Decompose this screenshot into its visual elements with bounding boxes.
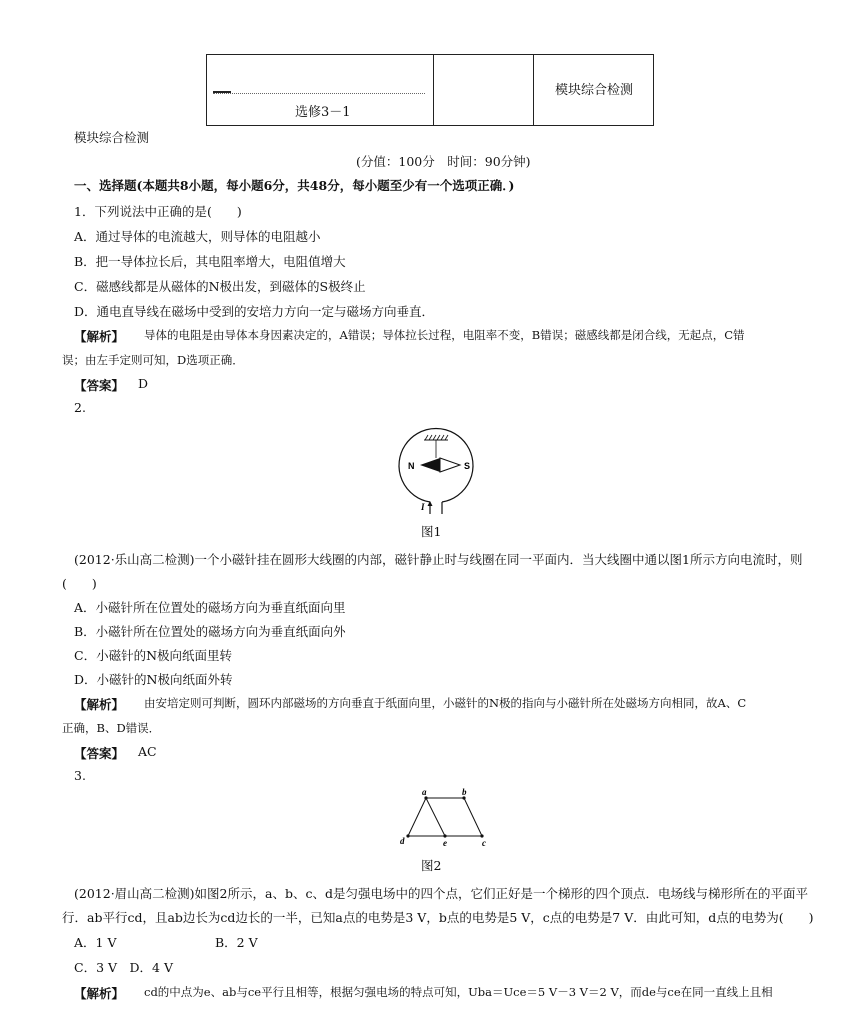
q2-stem-line2: ( ): [62, 576, 97, 591]
needle-s-label: S: [464, 461, 471, 471]
q3-analysis-line1: cd的中点为e、ab与ce平行且相等，根据匀强电场的特点可知，Uba＝Uce＝5 V－3 V＝2 V，而de与ce在同一直线上且相: [144, 985, 773, 999]
q2-number: 2.: [74, 400, 86, 415]
q1-analysis-line1: 导体的电阻是由导体本身因素决定的，A错误；导体拉长过程，电阻率不变，B错误；磁感线都是闭合线，无起点，C错: [144, 328, 745, 342]
hanger-hatch: [425, 435, 448, 440]
q3-figure-trapezoid: [398, 788, 490, 848]
needle-n-half: [420, 458, 440, 472]
needle-s-half: [440, 458, 460, 472]
q1-option-c: C．磁感线都是从磁体的N极出发，到磁体的S极终止: [74, 279, 366, 294]
doc-title: 模块综合检测: [74, 130, 150, 145]
q3-number: 3.: [74, 768, 86, 783]
q3-stem-line2: 行．ab平行cd，且ab边长为cd边长的一半，已知a点的电势是3 V，b点的电势是5 V，c点的电势是7 V．由此可知，d点的电势为( ): [62, 910, 814, 925]
q3-stem-line1: (2012·眉山高二检测)如图2所示，a、b、c、d是匀强电场中的四个点，它们正好是一个梯形的四个顶点．电场线与梯形所在的平面平: [74, 886, 808, 901]
q2-answer: AC: [138, 744, 157, 759]
q3-option-cd: C．3 V D．4 V: [74, 960, 173, 975]
q2-option-c: C．小磁针的N极向纸面里转: [74, 648, 233, 663]
edge-da: [408, 798, 426, 836]
q2-analysis-label: 【解析】: [74, 697, 125, 712]
edge-bc: [464, 798, 482, 836]
header-table: [206, 54, 654, 126]
label-e: e: [443, 838, 447, 848]
q2-option-d: D．小磁针的N极向纸面外转: [74, 672, 233, 687]
q3-analysis-label: 【解析】: [74, 986, 125, 1001]
q1-stem: 1．下列说法中正确的是( ): [74, 204, 242, 219]
needle-n-label: N: [408, 461, 415, 471]
header-right-label: 模块综合检测: [555, 83, 634, 98]
label-c: c: [482, 838, 486, 848]
point-d: [406, 834, 409, 837]
label-b: b: [462, 788, 467, 797]
current-label: I: [421, 502, 425, 512]
q3-option-a: A．1 V: [74, 935, 117, 950]
q1-analysis-line2: 误；由左手定则可知，D选项正确．: [62, 353, 244, 367]
q1-option-d: D．通电直导线在磁场中受到的安培力方向一定与磁场方向垂直．: [74, 304, 435, 319]
q3-option-b: B．2 V: [215, 935, 258, 950]
q1-option-a: A．通过导体的电流越大，则导体的电阻越小: [74, 229, 321, 244]
q1-answer-label: 【答案】: [74, 378, 125, 393]
q2-option-a: A．小磁针所在位置处的磁场方向为垂直纸面向里: [74, 600, 346, 615]
segment-ae: [426, 798, 445, 836]
q1-analysis-label: 【解析】: [74, 329, 125, 344]
q1-answer: D: [138, 376, 149, 391]
q2-analysis-line1: 由安培定则可判断，圆环内部磁场的方向垂直于纸面向里，小磁针的N极的指向与小磁针所在处磁场方向相同，故A、C: [144, 696, 747, 710]
section1-heading: 一、选择题(本题共8小题，每小题6分，共48分，每小题至少有一个选项正确．): [74, 178, 515, 193]
q2-figure-caption: 图1: [421, 524, 442, 539]
label-d: d: [400, 836, 405, 846]
q2-analysis-line2: 正确，B、D错误．: [62, 721, 161, 735]
header-divider-1: [433, 55, 434, 125]
q2-stem-line1: (2012·乐山高二检测)一个小磁针挂在圆形大线圈的内部，磁针静止时与线圈在同一平面内．当大线圈中通以图1所示方向电流时，则: [74, 552, 803, 567]
score-info: (分值：100分 时间：90分钟): [356, 154, 531, 169]
label-a: a: [422, 788, 427, 797]
q3-figure-caption: 图2: [421, 858, 442, 873]
q2-figure-coil: [390, 418, 480, 514]
q1-option-b: B．把一导体拉长后，其电阻率增大，电阻值增大: [74, 254, 346, 269]
header-divider-2: [533, 55, 534, 125]
header-left-label: 选修3－1: [295, 105, 351, 120]
header-dotted-line: [213, 93, 425, 94]
q2-option-b: B．小磁针所在位置处的磁场方向为垂直纸面向外: [74, 624, 346, 639]
q2-answer-label: 【答案】: [74, 746, 125, 761]
